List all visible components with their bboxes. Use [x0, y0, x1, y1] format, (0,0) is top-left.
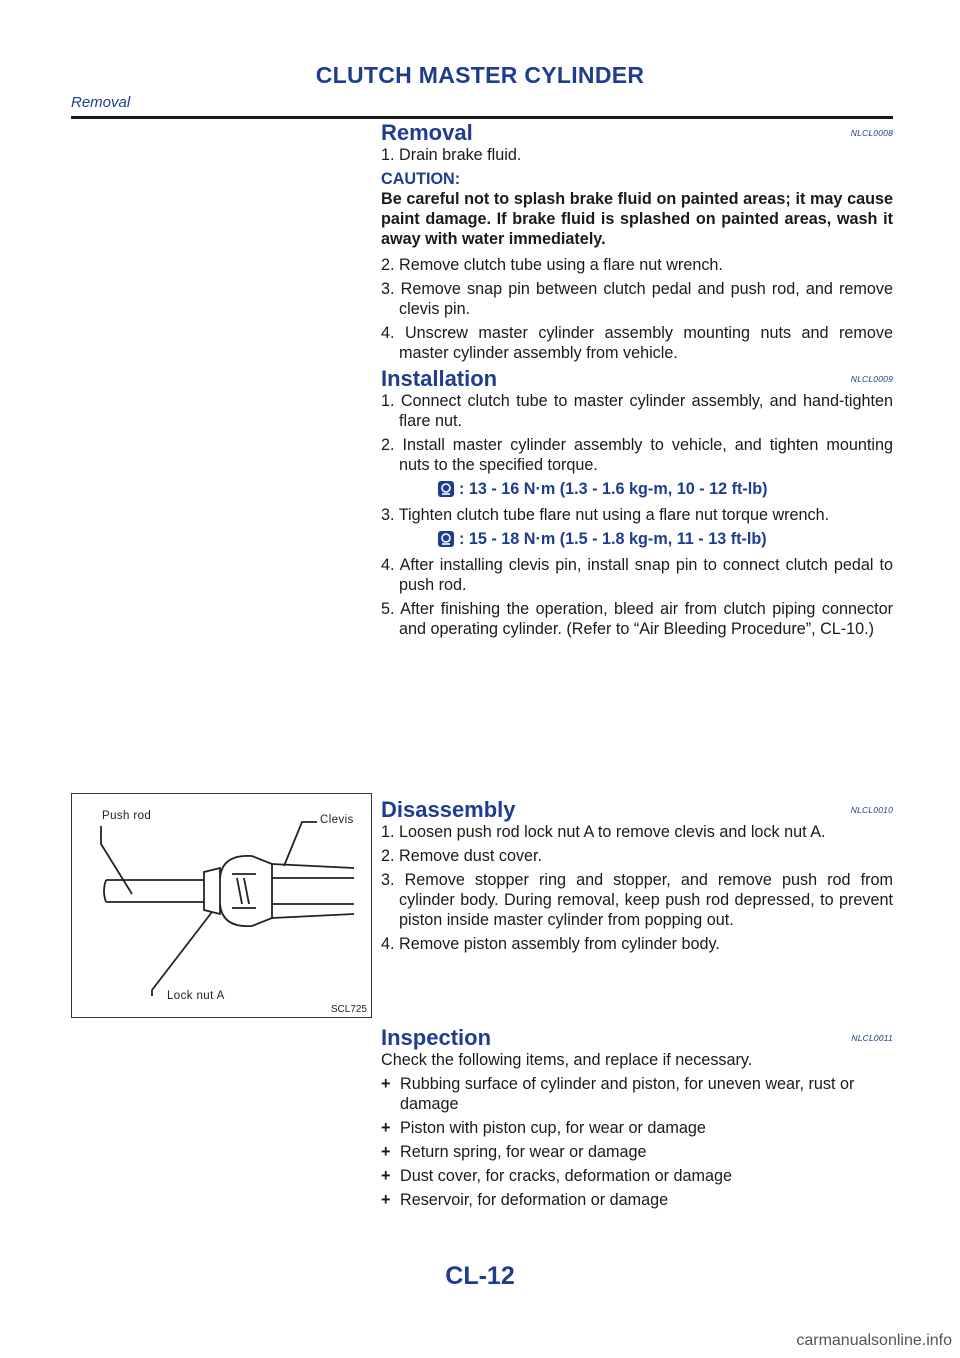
push-rod-clevis-diagram: [72, 794, 371, 1017]
installation-step-1: 1. Connect clutch tube to master cylinder assembly, and hand-tighten flare nut.: [381, 392, 893, 430]
inspection-item: + Rubbing surface of cylinder and piston, for uneven wear, rust or damage: [381, 1075, 855, 1113]
installation-step-3: 3. Tighten clutch tube flare nut using a flare nut torque wrench.: [381, 506, 830, 524]
inspection-item: + Piston with piston cup, for wear or damage: [381, 1119, 706, 1137]
page-header-title: CLUTCH MASTER CYLINDER: [315, 62, 645, 88]
inspection-intro: Check the following items, and replace if necessary.: [381, 1051, 753, 1069]
disassembly-step-1: 1. Loosen push rod lock nut A to remove clevis and lock nut A.: [381, 823, 826, 841]
disassembly-code: NLCL0010: [850, 805, 893, 815]
removal-step-1: 1. Drain brake fluid.: [381, 146, 522, 164]
torque-wrench-icon: [437, 530, 455, 548]
bullet-icon: +: [381, 1191, 391, 1209]
installation-step-5: 5. After finishing the operation, bleed air from clutch piping connector and operating cylinder. (Refer to “Air Bleeding Procedure”, CL-10.): [381, 600, 893, 638]
caution-text: Be careful not to splash brake fluid on painted areas; it may cause paint damage. If brake fluid is splashed on painted areas, wash it away with water immediately.: [381, 190, 893, 248]
torque-spec-1: : 13 - 16 N·m (1.3 - 1.6 kg-m, 10 - 12 ft-lb): [437, 479, 893, 499]
bullet-icon: +: [381, 1167, 391, 1185]
page-number: CL-12: [445, 1262, 515, 1290]
label-push-rod: Push rod: [102, 810, 152, 822]
label-lock-nut: Lock nut A: [167, 990, 225, 1002]
inspection-code: NLCL0011: [851, 1033, 893, 1043]
watermark: carmanualsonline.info: [796, 1332, 952, 1349]
installation-code: NLCL0009: [850, 374, 893, 384]
disassembly-step-3: 3. Remove stopper ring and stopper, and remove push rod from cylinder body. During removal, keep push rod depressed, to prevent piston inside master cylinder from popping out.: [381, 871, 893, 929]
disassembly-section: [381, 798, 893, 958]
disassembly-step-4: 4. Remove piston assembly from cylinder body.: [381, 935, 720, 953]
disassembly-step-2: 2. Remove dust cover.: [381, 847, 543, 865]
removal-code: NLCL0008: [850, 128, 893, 138]
inspection-heading: Inspection NLCL0011: [381, 1025, 893, 1050]
inspection-item: + Return spring, for wear or damage: [381, 1143, 647, 1161]
bullet-icon: +: [381, 1143, 391, 1161]
disassembly-heading: Disassembly NLCL0010: [381, 797, 893, 822]
installation-step-2: 2. Install master cylinder assembly to vehicle, and tighten mounting nuts to the specified torque.: [381, 436, 893, 474]
caution-heading: CAUTION:: [381, 170, 461, 188]
inspection-item: + Dust cover, for cracks, deformation or damage: [381, 1167, 732, 1185]
label-clevis: Clevis: [320, 814, 354, 826]
torque-wrench-icon: [437, 480, 455, 498]
header-divider: [71, 116, 893, 119]
bullet-icon: +: [381, 1075, 391, 1093]
bullet-icon: +: [381, 1119, 391, 1137]
removal-step-4: 4. Unscrew master cylinder assembly mounting nuts and remove master cylinder assembly from vehicle.: [381, 324, 893, 362]
removal-step-2: 2. Remove clutch tube using a flare nut wrench.: [381, 256, 723, 274]
removal-step-3: 3. Remove snap pin between clutch pedal and push rod, and remove clevis pin.: [381, 280, 893, 318]
installation-heading: Installation NLCL0009: [381, 366, 893, 391]
figure-id: SCL725: [330, 1004, 367, 1015]
inspection-section: [381, 1026, 893, 1214]
page-header-subtitle: Removal: [71, 94, 131, 111]
removal-installation-section: [381, 121, 893, 643]
removal-heading: Removal NLCL0008: [381, 120, 893, 145]
inspection-item: + Reservoir, for deformation or damage: [381, 1191, 669, 1209]
installation-step-4: 4. After installing clevis pin, install snap pin to connect clutch pedal to push rod.: [381, 556, 893, 594]
torque-spec-2: : 15 - 18 N·m (1.5 - 1.8 kg-m, 11 - 13 ft-lb): [437, 529, 893, 549]
clevis-figure: [71, 793, 372, 1018]
